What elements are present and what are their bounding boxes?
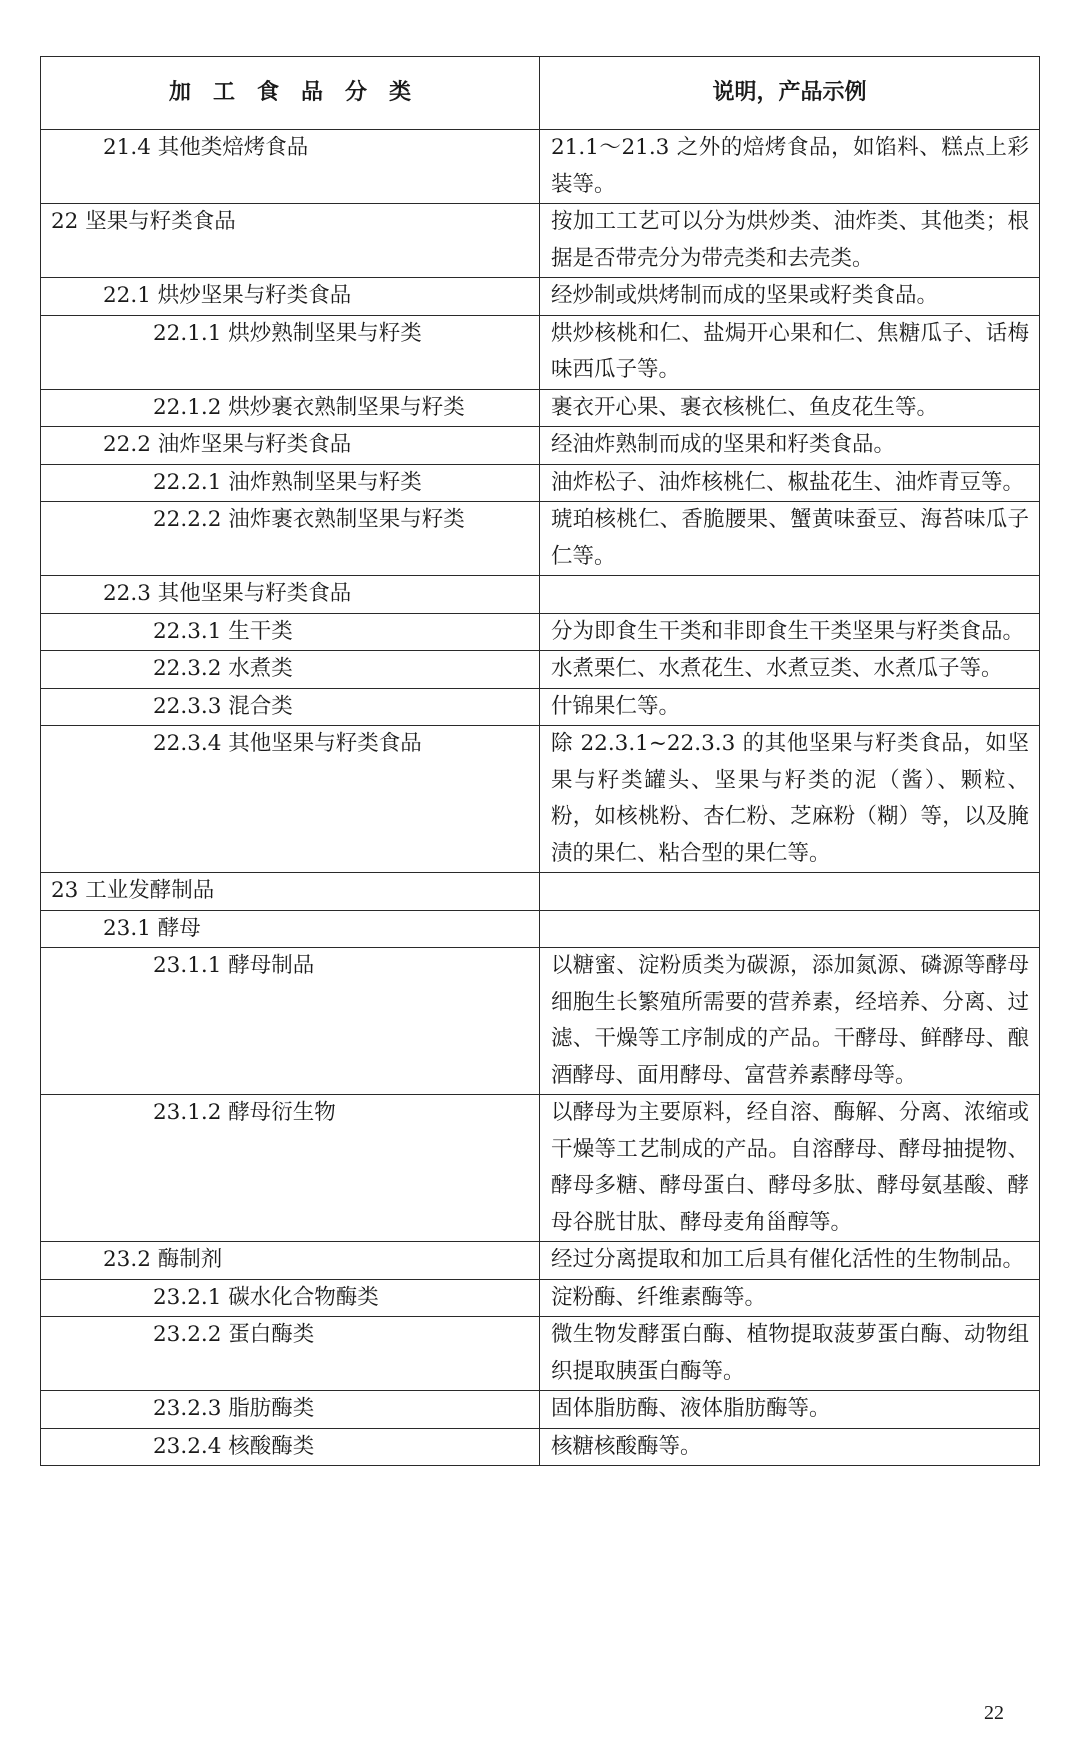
table-row: [41, 910, 1040, 948]
table-row: [41, 948, 1040, 1095]
description-cell: [540, 873, 1040, 911]
table-row: [41, 502, 1040, 576]
table-row: [41, 464, 1040, 502]
table-row: [41, 278, 1040, 316]
category-cell: 23 工业发酵制品: [41, 873, 540, 911]
description-cell: 除 22.3.1~22.3.3 的其他坚果与籽类食品，如坚果与籽类罐头、坚果与籽类的泥（酱）、颗粒、粉，如核桃粉、杏仁粉、芝麻粉（糊）等，以及腌渍的果仁、粘合型的果仁等。: [540, 726, 1040, 873]
description-cell: 经炒制或烘烤制而成的坚果或籽类食品。: [540, 278, 1040, 316]
table-row: [41, 389, 1040, 427]
table-row: [41, 613, 1040, 651]
category-cell: 22.1.1 烘炒熟制坚果与籽类: [41, 315, 540, 389]
description-cell: 21.1～21.3 之外的焙烤食品，如馅料、糕点上彩装等。: [540, 130, 1040, 204]
category-cell: 22.2 油炸坚果与籽类食品: [41, 427, 540, 465]
table-row: [41, 1279, 1040, 1317]
table-row: [41, 1317, 1040, 1391]
table-row: [41, 1242, 1040, 1280]
category-cell: 23.2.1 碳水化合物酶类: [41, 1279, 540, 1317]
description-cell: 水煮栗仁、水煮花生、水煮豆类、水煮瓜子等。: [540, 651, 1040, 689]
table-row: [41, 1391, 1040, 1429]
description-cell: 核糖核酸酶等。: [540, 1428, 1040, 1466]
category-cell: 22.3 其他坚果与籽类食品: [41, 576, 540, 614]
table-row: [41, 315, 1040, 389]
table-row: [41, 651, 1040, 689]
category-cell: 22.2.1 油炸熟制坚果与籽类: [41, 464, 540, 502]
category-cell: 22.1.2 烘炒裹衣熟制坚果与籽类: [41, 389, 540, 427]
description-cell: 油炸松子、油炸核桃仁、椒盐花生、油炸青豆等。: [540, 464, 1040, 502]
table-row: [41, 1428, 1040, 1466]
description-cell: 以糖蜜、淀粉质类为碳源，添加氮源、磷源等酵母细胞生长繁殖所需要的营养素，经培养、分离、过滤、干燥等工序制成的产品。干酵母、鲜酵母、酿酒酵母、面用酵母、富营养素酵母等。: [540, 948, 1040, 1095]
page-number: 22: [984, 1702, 1004, 1724]
category-cell: 23.2.2 蛋白酶类: [41, 1317, 540, 1391]
description-cell: 裹衣开心果、裹衣核桃仁、鱼皮花生等。: [540, 389, 1040, 427]
table-body: [41, 130, 1040, 1466]
category-cell: 22.3.3 混合类: [41, 688, 540, 726]
food-classification-table: [40, 56, 1040, 1466]
category-cell: 22.3.1 生干类: [41, 613, 540, 651]
description-cell: 按加工工艺可以分为烘炒类、油炸类、其他类；根据是否带壳分为带壳类和去壳类。: [540, 204, 1040, 278]
description-cell: 经过分离提取和加工后具有催化活性的生物制品。: [540, 1242, 1040, 1280]
category-cell: 23.1.2 酵母衍生物: [41, 1095, 540, 1242]
description-cell: [540, 910, 1040, 948]
table-row: [41, 427, 1040, 465]
description-cell: 以酵母为主要原料，经自溶、酶解、分离、浓缩或干燥等工艺制成的产品。自溶酵母、酵母抽提物、酵母多糖、酵母蛋白、酵母多肽、酵母氨基酸、酵母谷胱甘肽、酵母麦角甾醇等。: [540, 1095, 1040, 1242]
description-cell: 固体脂肪酶、液体脂肪酶等。: [540, 1391, 1040, 1429]
table-row: [41, 1095, 1040, 1242]
category-cell: 23.1.1 酵母制品: [41, 948, 540, 1095]
category-cell: 22.3.4 其他坚果与籽类食品: [41, 726, 540, 873]
table-row: [41, 130, 1040, 204]
category-cell: 22.1 烘炒坚果与籽类食品: [41, 278, 540, 316]
description-cell: 什锦果仁等。: [540, 688, 1040, 726]
header-category: 加工食品分类: [41, 57, 540, 130]
category-cell: 23.2.4 核酸酶类: [41, 1428, 540, 1466]
category-cell: 23.2 酶制剂: [41, 1242, 540, 1280]
table-row: [41, 576, 1040, 614]
description-cell: 微生物发酵蛋白酶、植物提取菠萝蛋白酶、动物组织提取胰蛋白酶等。: [540, 1317, 1040, 1391]
category-cell: 22.3.2 水煮类: [41, 651, 540, 689]
table-header-row: [41, 57, 1040, 130]
category-cell: 22 坚果与籽类食品: [41, 204, 540, 278]
description-cell: [540, 576, 1040, 614]
category-cell: 22.2.2 油炸裹衣熟制坚果与籽类: [41, 502, 540, 576]
table-row: [41, 726, 1040, 873]
table-row: [41, 873, 1040, 911]
description-cell: 烘炒核桃和仁、盐焗开心果和仁、焦糖瓜子、话梅味西瓜子等。: [540, 315, 1040, 389]
table-row: [41, 204, 1040, 278]
header-description: 说明，产品示例: [540, 57, 1040, 130]
category-cell: 21.4 其他类焙烤食品: [41, 130, 540, 204]
category-cell: 23.1 酵母: [41, 910, 540, 948]
description-cell: 淀粉酶、纤维素酶等。: [540, 1279, 1040, 1317]
table-row: [41, 688, 1040, 726]
description-cell: 琥珀核桃仁、香脆腰果、蟹黄味蚕豆、海苔味瓜子仁等。: [540, 502, 1040, 576]
category-cell: 23.2.3 脂肪酶类: [41, 1391, 540, 1429]
description-cell: 分为即食生干类和非即食生干类坚果与籽类食品。: [540, 613, 1040, 651]
description-cell: 经油炸熟制而成的坚果和籽类食品。: [540, 427, 1040, 465]
